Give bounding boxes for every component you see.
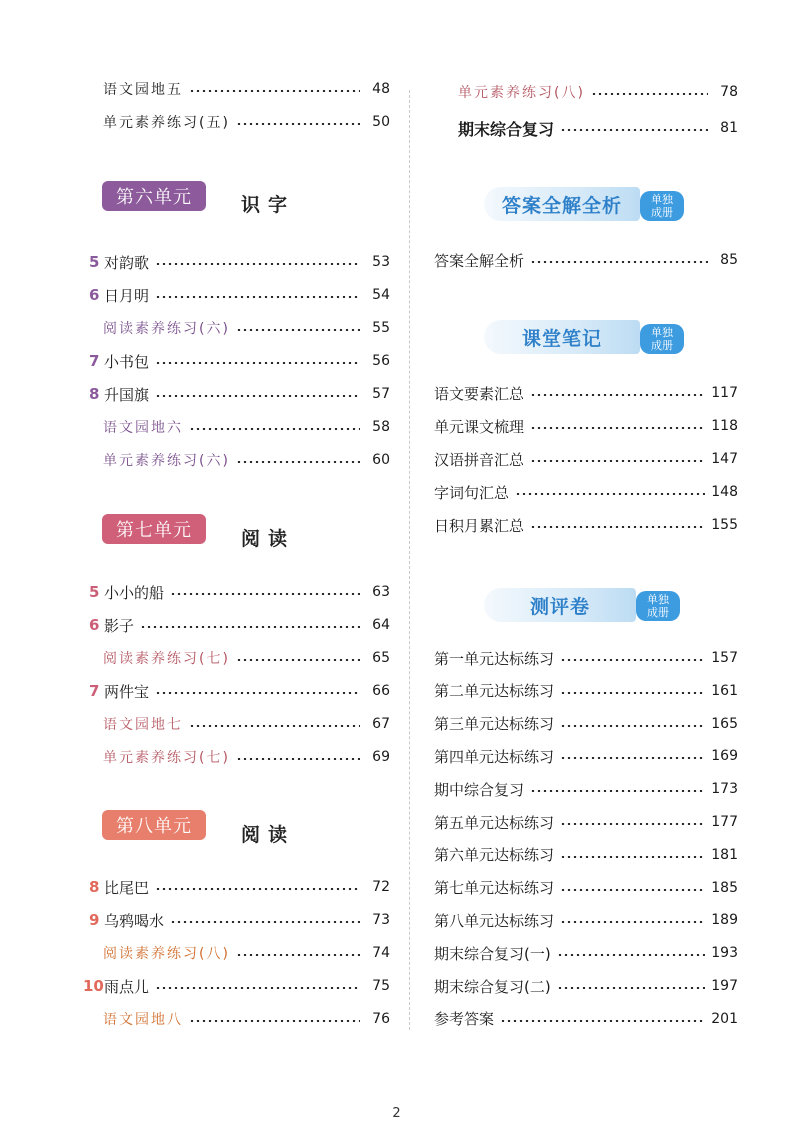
leader-dots <box>189 90 360 92</box>
toc-title: 答案全解全析 <box>434 251 525 270</box>
toc-entry[interactable] <box>89 250 390 274</box>
toc-title: 语文要素汇总 <box>434 384 525 403</box>
toc-page: 67 <box>372 716 390 732</box>
tag-line: 成册 <box>651 206 673 219</box>
leader-dots <box>500 1020 705 1022</box>
toc-entry[interactable] <box>103 415 390 439</box>
toc-title: 比尾巴 <box>104 878 150 897</box>
toc-title: 第三单元达标练习 <box>434 715 555 734</box>
leader-dots <box>170 921 360 923</box>
leader-dots <box>560 823 705 825</box>
leader-dots <box>530 460 705 462</box>
toc-entry[interactable] <box>434 744 738 768</box>
toc-title: 语文园地六 <box>103 420 183 436</box>
lesson-number: 6 <box>89 616 100 634</box>
toc-page: 57 <box>372 386 390 402</box>
toc-title: 单元课文梳理 <box>434 417 525 436</box>
toc-title: 小小的船 <box>104 583 165 602</box>
toc-page: 53 <box>372 254 390 270</box>
toc-page: 76 <box>372 1011 390 1027</box>
unit7-badge: 第七单元 <box>102 514 206 544</box>
toc-entry[interactable] <box>89 875 390 899</box>
leader-dots <box>530 427 705 429</box>
toc-title: 第四单元达标练习 <box>434 747 555 766</box>
toc-entry[interactable] <box>103 316 390 340</box>
toc-entry[interactable] <box>434 777 738 801</box>
toc-title: 单元素养练习(五) <box>103 115 230 131</box>
leader-dots <box>560 889 705 891</box>
lesson-number: 10 <box>83 977 104 995</box>
leader-dots <box>155 296 360 298</box>
lesson-number: 8 <box>89 385 100 403</box>
toc-entry[interactable] <box>434 513 738 537</box>
toc-title: 阅读素养练习(八) <box>103 946 230 962</box>
toc-page: 81 <box>720 120 738 136</box>
toc-page: 201 <box>711 1010 738 1027</box>
toc-page: 74 <box>372 945 390 961</box>
leader-dots <box>155 263 360 265</box>
toc-title: 雨点儿 <box>104 977 150 996</box>
toc-title: 语文园地七 <box>103 717 183 733</box>
leader-dots <box>189 725 360 727</box>
toc-title: 汉语拼音汇总 <box>434 450 525 469</box>
toc-title: 第七单元达标练习 <box>434 879 555 898</box>
toc-entry[interactable] <box>434 843 738 867</box>
toc-page: 157 <box>711 650 738 666</box>
leader-dots <box>560 129 708 131</box>
leader-dots <box>560 659 705 661</box>
toc-page: 165 <box>711 715 738 732</box>
toc-entry[interactable] <box>434 447 738 471</box>
toc-title: 第五单元达标练习 <box>434 813 555 832</box>
leader-dots <box>530 261 708 263</box>
toc-entry[interactable] <box>434 908 738 932</box>
standalone-tag <box>636 591 680 621</box>
toc-entry[interactable] <box>83 974 390 998</box>
toc-entry[interactable] <box>89 283 390 307</box>
toc-title: 语文园地五 <box>103 82 183 98</box>
leader-dots <box>155 888 360 890</box>
leader-dots <box>560 725 705 727</box>
toc-page: 55 <box>372 320 390 336</box>
toc-title: 对韵歌 <box>104 253 150 272</box>
toc-entry[interactable] <box>103 110 390 134</box>
toc-entry[interactable] <box>434 974 738 998</box>
unit8-subtitle: 阅读 <box>241 824 296 846</box>
page-number: 2 <box>392 1106 401 1121</box>
toc-entry[interactable] <box>434 646 738 670</box>
toc-title: 第八单元达标练习 <box>434 911 555 930</box>
lesson-number: 9 <box>89 911 100 929</box>
toc-entry[interactable] <box>103 712 390 736</box>
lesson-number: 6 <box>89 286 100 304</box>
leader-dots <box>557 987 706 989</box>
toc-page: 75 <box>372 978 390 994</box>
toc-entry[interactable] <box>458 116 738 140</box>
toc-entry[interactable] <box>89 679 390 703</box>
toc-title: 第一单元达标练习 <box>434 649 555 668</box>
leader-dots <box>236 461 360 463</box>
toc-title: 乌鸦喝水 <box>104 911 165 930</box>
leader-dots <box>155 395 360 397</box>
toc-page: 54 <box>372 287 390 303</box>
toc-page: 169 <box>711 748 738 765</box>
toc-title: 第六单元达标练习 <box>434 846 555 865</box>
lesson-number: 5 <box>89 583 100 601</box>
toc-page: 64 <box>372 617 390 633</box>
lesson-number: 8 <box>89 878 100 896</box>
toc-entry[interactable] <box>434 876 738 900</box>
toc-page: 181 <box>711 846 738 863</box>
toc-page: 148 <box>711 484 738 500</box>
toc-entry[interactable] <box>458 80 738 104</box>
toc-title: 单元素养练习(六) <box>103 453 230 469</box>
unit8-badge: 第八单元 <box>102 810 206 840</box>
leader-dots <box>560 921 705 923</box>
toc-title: 期末综合复习(二) <box>434 977 551 996</box>
toc-page: 155 <box>711 517 738 533</box>
toc-entry[interactable] <box>434 248 738 272</box>
toc-entry[interactable] <box>103 646 390 670</box>
toc-page: 65 <box>372 650 390 666</box>
standalone-tag <box>640 191 684 221</box>
toc-entry[interactable] <box>89 908 390 932</box>
toc-entry[interactable] <box>89 349 390 373</box>
standalone-tag <box>640 324 684 354</box>
toc-page: 161 <box>711 682 738 699</box>
leader-dots <box>236 329 360 331</box>
toc-page: 69 <box>372 749 390 765</box>
tag-line: 单独 <box>651 326 673 339</box>
toc-page: 177 <box>711 814 738 830</box>
lesson-number: 5 <box>89 253 100 271</box>
toc-page: 63 <box>372 584 390 600</box>
toc-entry[interactable] <box>89 613 390 637</box>
toc-title: 期末综合复习(一) <box>434 944 551 963</box>
toc-entry[interactable] <box>434 810 738 834</box>
toc-entry[interactable] <box>434 1007 738 1031</box>
toc-page: 85 <box>720 252 738 268</box>
toc-entry[interactable] <box>103 1007 390 1031</box>
toc-title: 第二单元达标练习 <box>434 682 555 701</box>
leader-dots <box>591 93 708 95</box>
leader-dots <box>155 692 360 694</box>
toc-title: 阅读素养练习(六) <box>103 321 230 337</box>
toc-page: 73 <box>372 912 390 928</box>
leader-dots <box>170 593 360 595</box>
unit7-subtitle: 阅读 <box>241 528 296 550</box>
notes-section-title: 课堂笔记 <box>484 320 640 354</box>
toc-title: 阅读素养练习(七) <box>103 651 230 667</box>
leader-dots <box>189 428 360 430</box>
leader-dots <box>560 757 705 759</box>
tag-line: 单独 <box>651 193 673 206</box>
leader-dots <box>530 790 705 792</box>
tag-line: 成册 <box>651 339 673 352</box>
unit6-subtitle: 识字 <box>241 194 296 216</box>
toc-page: 50 <box>372 114 390 130</box>
toc-title: 两件宝 <box>104 682 150 701</box>
leader-dots <box>560 856 705 858</box>
toc-title: 单元素养练习(七) <box>103 750 230 766</box>
toc-title: 参考答案 <box>434 1010 495 1029</box>
toc-title: 单元素养练习(八) <box>458 85 585 101</box>
toc-entry[interactable] <box>434 480 738 504</box>
tag-line: 成册 <box>647 606 669 619</box>
toc-title: 字词句汇总 <box>434 483 510 502</box>
toc-page: 66 <box>372 683 390 699</box>
toc-page: 147 <box>711 451 738 467</box>
answers-section-title: 答案全解全析 <box>484 187 640 221</box>
leader-dots <box>236 659 360 661</box>
toc-page: 173 <box>711 781 738 798</box>
column-divider <box>409 90 410 1030</box>
toc-entry[interactable] <box>434 381 738 405</box>
toc-entry[interactable] <box>89 382 390 406</box>
toc-page: 197 <box>711 978 738 994</box>
toc-entry[interactable] <box>103 941 390 965</box>
toc-title: 日月明 <box>104 286 150 305</box>
toc-title: 期中综合复习 <box>434 780 525 799</box>
leader-dots <box>189 1020 360 1022</box>
toc-entry[interactable] <box>434 941 738 965</box>
lesson-number: 7 <box>89 682 100 700</box>
toc-title: 升国旗 <box>104 385 150 404</box>
lesson-number: 7 <box>89 352 100 370</box>
toc-title: 日积月累汇总 <box>434 516 525 535</box>
toc-entry[interactable] <box>103 448 390 472</box>
leader-dots <box>557 954 706 956</box>
toc-page: 60 <box>372 452 390 468</box>
toc-entry[interactable] <box>434 414 738 438</box>
toc-page: 193 <box>711 945 738 962</box>
toc-title: 小书包 <box>104 352 150 371</box>
leader-dots <box>530 394 705 396</box>
toc-entry[interactable] <box>103 77 390 101</box>
toc-entry[interactable] <box>434 712 738 736</box>
leader-dots <box>140 626 360 628</box>
toc-title: 期末综合复习 <box>458 119 555 139</box>
toc-page: 72 <box>372 879 390 895</box>
leader-dots <box>236 758 360 760</box>
toc-page: 117 <box>711 385 738 401</box>
leader-dots <box>155 362 360 364</box>
leader-dots <box>515 493 705 495</box>
toc-page: 58 <box>372 419 390 435</box>
leader-dots <box>236 123 360 125</box>
unit6-badge: 第六单元 <box>102 181 206 211</box>
leader-dots <box>530 526 705 528</box>
toc-page: 78 <box>720 84 738 100</box>
leader-dots <box>236 954 360 956</box>
toc-page: 185 <box>711 879 738 896</box>
leader-dots <box>560 692 705 694</box>
toc-page: 56 <box>372 353 390 369</box>
toc-title: 影子 <box>104 616 135 635</box>
toc-entry[interactable] <box>434 679 738 703</box>
tag-line: 单独 <box>647 593 669 606</box>
toc-entry[interactable] <box>103 745 390 769</box>
toc-entry[interactable] <box>89 580 390 604</box>
toc-title: 语文园地八 <box>103 1012 183 1028</box>
tests-section-title: 测评卷 <box>484 588 636 622</box>
toc-page: 48 <box>372 81 390 97</box>
leader-dots <box>155 987 360 989</box>
toc-page: 118 <box>711 418 738 434</box>
toc-page: 189 <box>711 912 738 929</box>
